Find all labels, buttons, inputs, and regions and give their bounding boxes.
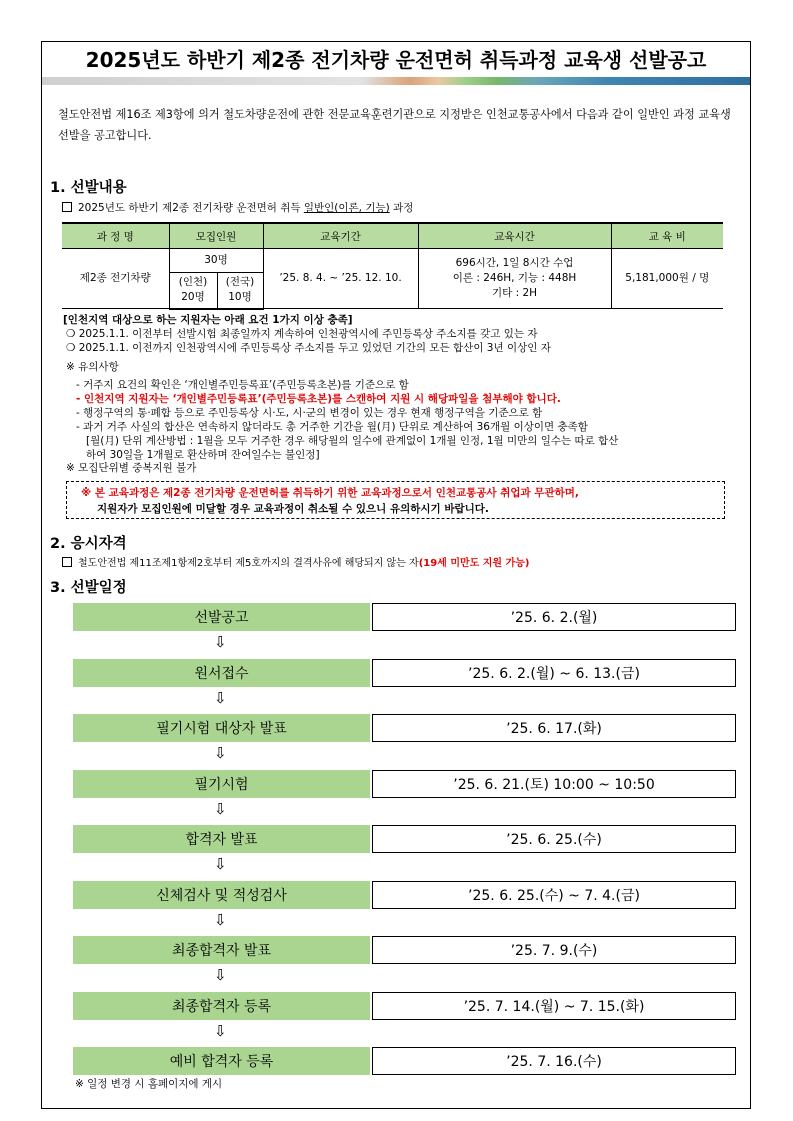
schedule-step-date: ’25. 6. 17.(화) <box>372 714 736 742</box>
schedule-footnote: ※ 일정 변경 시 홈페이지에 게시 <box>75 1078 223 1090</box>
note-item: [월(月) 단위 계산방법 : 1월을 모두 거주한 경우 해당월의 일수에 관계없이 1개월 인정, 1월 미만의 일수는 따로 합산 <box>86 435 619 447</box>
table-header: 교육시간 <box>418 223 611 249</box>
schedule-step-label: 합격자 발표 <box>73 825 370 853</box>
note-item: - 행정구역의 통·폐합 등으로 주민등록상 시·도, 시·군의 변경이 있는 경우 현재 행정구역을 기준으로 함 <box>76 407 543 419</box>
schedule-step-label: 선발공고 <box>73 603 370 631</box>
table-header: 과 정 명 <box>62 223 169 249</box>
down-arrow-icon: ⇩ <box>214 855 227 873</box>
incheon-count: (인천) 20명 <box>169 273 217 309</box>
schedule-step-date: ’25. 6. 2.(월) ~ 6. 13.(금) <box>372 659 736 687</box>
schedule-step-label: 최종합격자 등록 <box>73 992 370 1020</box>
notice-box: ※ 본 교육과정은 제2종 전기차량 운전면허를 취득하기 위한 교육과정으로서 인천교통공사 취업과 무관하며, 지원자가 모집인원에 미달할 경우 교육과정이 취소될 수 있으니 유의하시기 바랍니다. <box>66 481 725 519</box>
down-arrow-icon: ⇩ <box>214 966 227 984</box>
schedule-step-date: ’25. 6. 21.(토) 10:00 ~ 10:50 <box>372 770 736 798</box>
national-count: (전국) 10명 <box>217 273 263 309</box>
down-arrow-icon: ⇩ <box>214 633 227 651</box>
section-heading-selection: 1. 선발내용 <box>50 180 127 196</box>
selection-subtitle: 2025년도 하반기 제2종 전기차량 운전면허 취득 일반인(이론, 기능) 과정 <box>62 201 413 215</box>
schedule-step-date: ’25. 7. 14.(월) ~ 7. 15.(화) <box>372 992 736 1020</box>
fee: 5,181,000원 / 명 <box>611 249 723 309</box>
page-title: 2025년도 하반기 제2종 전기차량 운전면허 취득과정 교육생 선발공고 <box>85 48 707 72</box>
note-item-important: - 인천지역 지원자는 ‘개인별주민등록표’(주민등록초본)를 스캔하여 지원 시 해당파일을 첨부해야 합니다. <box>76 393 561 405</box>
note-item: 하여 30일을 1개월로 환산하며 잔여일수는 불인정] <box>86 449 320 461</box>
period: ’25. 8. 4. ~ ’25. 12. 10. <box>263 249 418 309</box>
requirement-item: ❍ 2025.1.1. 이전부터 선발시험 최종일까지 계속하여 인천광역시에 주민등록상 주소지를 갖고 있는 자 <box>66 328 538 340</box>
checkbox-icon <box>62 557 72 567</box>
down-arrow-icon: ⇩ <box>214 1021 227 1040</box>
schedule-step-label: 필기시험 대상자 발표 <box>73 714 370 742</box>
schedule-step-label: 필기시험 <box>73 770 370 798</box>
course-name: 제2종 전기차량 <box>62 249 169 309</box>
down-arrow-icon: ⇩ <box>214 799 227 818</box>
note-item: - 과거 거주 사실의 합산은 연속하지 않더라도 총 거주한 기간을 월(月) 단위로 계산하여 36개월 이상이면 충족함 <box>76 421 588 433</box>
table-header: 교육기간 <box>263 223 418 249</box>
schedule-step-date: ’25. 7. 9.(수) <box>372 936 736 964</box>
table-header: 모집인원 <box>169 223 263 249</box>
schedule-step-label: 원서접수 <box>73 659 370 687</box>
down-arrow-icon: ⇩ <box>214 744 227 762</box>
down-arrow-icon: ⇩ <box>214 910 227 929</box>
section-heading-schedule: 3. 선발일정 <box>50 580 127 596</box>
total-count: 30명 <box>169 249 263 273</box>
title-color-bar <box>42 77 750 85</box>
requirement-item: ❍ 2025.1.1. 이전까지 인천광역시에 주민등록상 주소지를 두고 있었던 기간의 모든 합산이 3년 이상인 자 <box>66 342 551 354</box>
schedule-step-date: ’25. 6. 25.(수) ~ 7. 4.(금) <box>372 881 736 909</box>
schedule-step-date: ’25. 7. 16.(수) <box>372 1047 736 1075</box>
schedule-step-date: ’25. 6. 2.(월) <box>372 603 736 631</box>
note-item: ※ 모집단위별 중복지원 불가 <box>66 462 197 474</box>
section-heading-eligibility: 2. 응시자격 <box>50 536 127 552</box>
intro-text: 철도안전법 제16조 제3항에 의거 철도차량운전에 관한 전문교육훈련기관으로 지정받은 인천교통공사에서 다음과 같이 일반인 과정 교육생 선발을 공고합니다. <box>58 108 731 142</box>
schedule-step-date: ’25. 6. 25.(수) <box>372 825 736 853</box>
checkbox-icon <box>62 202 72 212</box>
schedule-step-label: 신체검사 및 적성검사 <box>73 881 370 909</box>
note-item: - 거주지 요건의 확인은 ‘개인별주민등록표’(주민등록초본)를 기준으로 함 <box>76 379 409 391</box>
table-header: 교 육 비 <box>611 223 723 249</box>
hours: 696시간, 1일 8시간 수업 이론 : 246H, 기능 : 448H 기타 : 2H <box>418 249 611 309</box>
schedule-step-label: 예비 합격자 등록 <box>73 1047 370 1075</box>
down-arrow-icon: ⇩ <box>214 688 227 707</box>
eligibility-text: 철도안전법 제11조제1항제2호부터 제5호까지의 결격사유에 해당되지 않는 자(19세 미만도 지원 가능) <box>62 557 529 571</box>
selection-table <box>62 222 723 310</box>
schedule-step-label: 최종합격자 발표 <box>73 936 370 964</box>
notes-title: ※ 유의사항 <box>66 361 119 373</box>
requirement-title: [인천지역 대상으로 하는 지원자는 아래 요건 1가지 이상 충족] <box>63 314 353 326</box>
